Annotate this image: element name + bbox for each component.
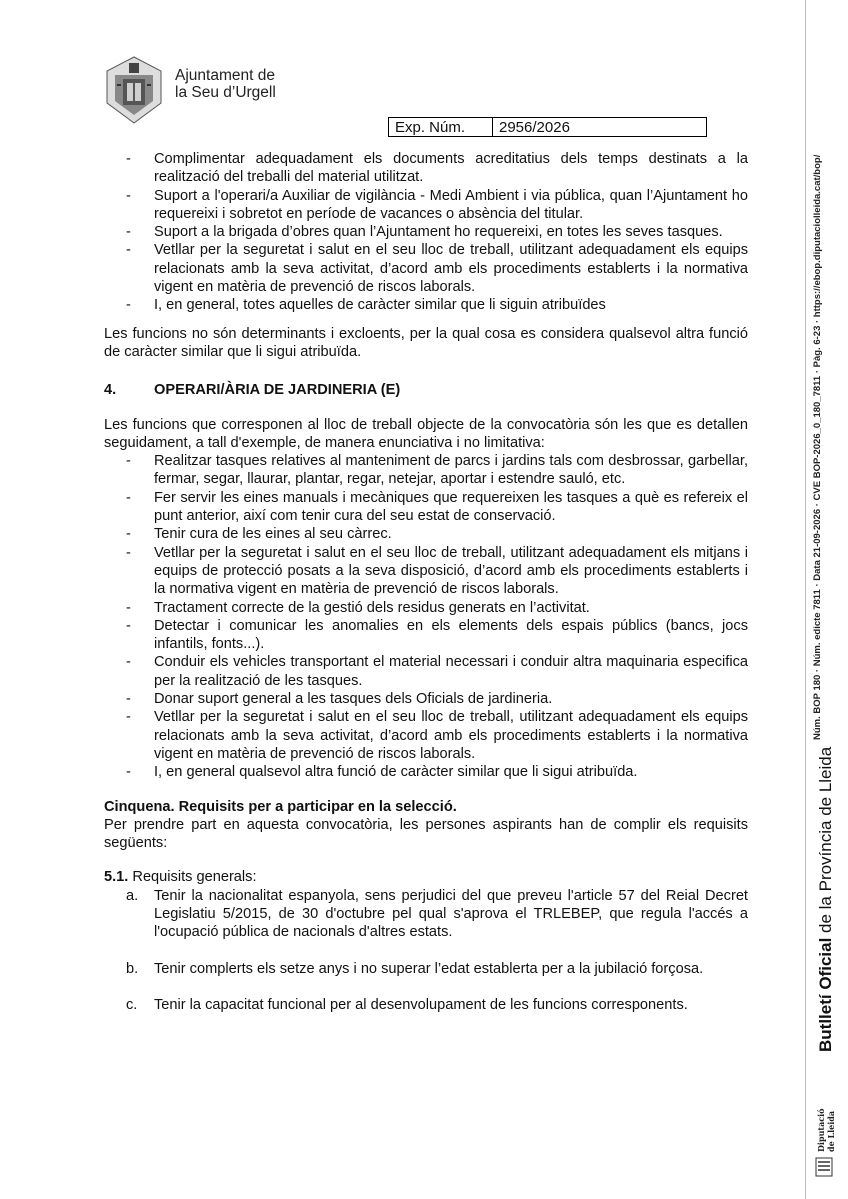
- svg-text:de Lleida: de Lleida: [826, 1110, 836, 1152]
- list-item: - Vetllar per la seguretat i salut en el seu lloc de treball, utilitzant adequadament els equips relacionats amb la seva activitat, d’acord amb els procediments establerts i la normativa vigent en matèria de prevenció de riscos laborals.: [126, 242, 748, 296]
- list-item: c. Tenir la capacitat funcional per al desenvolupament de les funcions corresponents.: [126, 996, 688, 1013]
- function-list-top: [104, 150, 748, 315]
- section-4-title: OPERARI/ÀRIA DE JARDINERIA (E): [154, 382, 401, 399]
- list-item: - Tenir cura de les eines al seu càrrec.: [126, 526, 392, 543]
- list-item: - Fer servir les eines manuals i mecàniques que requereixen les tasques a què es refereix el punt anterior, així com tenir cura del seu estat de conservació.: [126, 489, 748, 525]
- list-item: - Suport a l'operari/a Auxiliar de vigilància - Medi Ambient i via pública, quan l’Ajuntament ho requereixi i sobretot en període de vacances o absència del titular.: [126, 187, 748, 222]
- list-item: - Detectar i comunicar les anomalies en els elements dels espais públics (bancs, jocs infantils, fonts...).: [126, 617, 748, 653]
- list-item: - Suport a la brigada d’obres quan l’Ajuntament ho requereixi, en totes les seves tasques.: [126, 224, 723, 241]
- requisits-title: Requisits generals:: [132, 869, 257, 886]
- org-name-line2: la Seu d’Urgell: [175, 84, 276, 101]
- expedient-box: [388, 117, 707, 137]
- crest-icon: [103, 55, 165, 125]
- section-4-heading: [104, 381, 748, 399]
- function-list-jardineria: [104, 452, 748, 781]
- requisits-list: [104, 887, 748, 1014]
- section-4-intro: Les funcions que corresponen al lloc de treball objecte de la convocatòria són les que es detallen seguidament, a tall d'exemple, de manera enunciativa i no limitativa:: [104, 416, 748, 451]
- diputacio-logo: [812, 1090, 838, 1180]
- list-item: - Vetllar per la seguretat i salut en el seu lloc de treball, utilitzant adequadament els mitjans i equips de protecció posats a la seva disposició, d’acord amb els procediments establerts i la normativa vigent en matèria de prevenció de riscos laborals.: [126, 544, 748, 598]
- diputacio-crest-icon: [812, 1090, 838, 1180]
- document-body: [104, 150, 748, 1014]
- requisits-heading: [104, 868, 748, 886]
- list-item: - Tractament correcte de la gestió dels residus generats en l’activitat.: [126, 599, 590, 616]
- list-item: - Vetllar per la seguretat i salut en el seu lloc de treball, utilitzant adequadament els equips relacionats amb la seva activitat, d’acord amb els procediments establerts i la normativa vigent en matèria de prevenció de riscos laborals.: [126, 709, 748, 762]
- ajuntament-logo: [103, 55, 293, 125]
- functions-note: Les funcions no són determinants i excloents, per la qual cosa es considera qualsevol altra funció de caràcter similar que li sigui atribuïda.: [104, 325, 748, 360]
- list-item: b. Tenir complerts els setze anys i no superar l’edat establerta per a la jubilació forçosa.: [126, 960, 704, 977]
- list-item: - I, en general qualsevol altra funció de caràcter similar que li sigui atribuïda.: [126, 764, 638, 781]
- expedient-number: 2956/2026: [499, 119, 570, 136]
- requisits-number: 5.1.: [104, 869, 129, 886]
- list-item: - I, en general, totes aquelles de caràcter similar que li siguin atribuïdes: [126, 297, 606, 314]
- bulletin-title: Butlletí Oficial de la Província de Lleida: [816, 746, 835, 1052]
- list-item: - Donar suport general a les tasques dels Oficials de jardineria.: [126, 691, 553, 708]
- bulletin-reference: Núm. BOP 180 · Núm. edicte 7811 · Data 21-09-2026 · CVE BOP-2026_0_180_7811 · Pàg. 6-23 · https://ebop.diputaciolleida.cat/bop/: [812, 154, 823, 740]
- section-4-number: 4.: [104, 382, 117, 399]
- list-item: - Realitzar tasques relatives al manteniment de parcs i jardins tals com desbrossar, garbellar, fermar, segar, llaurar, plantar, regar, netejar, aportar i estendre sauló, etc.: [126, 453, 748, 488]
- list-item: - Conduir els vehicles transportant el material necessari i conduir altra maquinaria especifica per la realització de les tasques.: [126, 654, 748, 689]
- list-item: - Complimentar adequadament els documents acreditatius dels temps destinats a la realització del treballi del material utilitzat.: [126, 151, 748, 186]
- expedient-label: Exp. Núm.: [389, 118, 493, 136]
- cinquena-intro: Per prendre part en aquesta convocatòria, les persones aspirants han de complir els requisits següents:: [104, 816, 748, 852]
- org-name-line1: Ajuntament de: [175, 67, 275, 84]
- list-item: a. Tenir la nacionalitat espanyola, sens perjudici del que preveu l'article 57 del Reial Decret Legislatiu 5/2015, de 30 d'octubre pel qual s'aprova el TRLEBEP, que regula l'accés a l'ocupació pública de nacionals d'altres estats.: [126, 887, 748, 941]
- svg-text:Diputació: Diputació: [816, 1108, 826, 1152]
- cinquena-heading: Cinquena. Requisits per a participar en la selecció.: [104, 798, 457, 815]
